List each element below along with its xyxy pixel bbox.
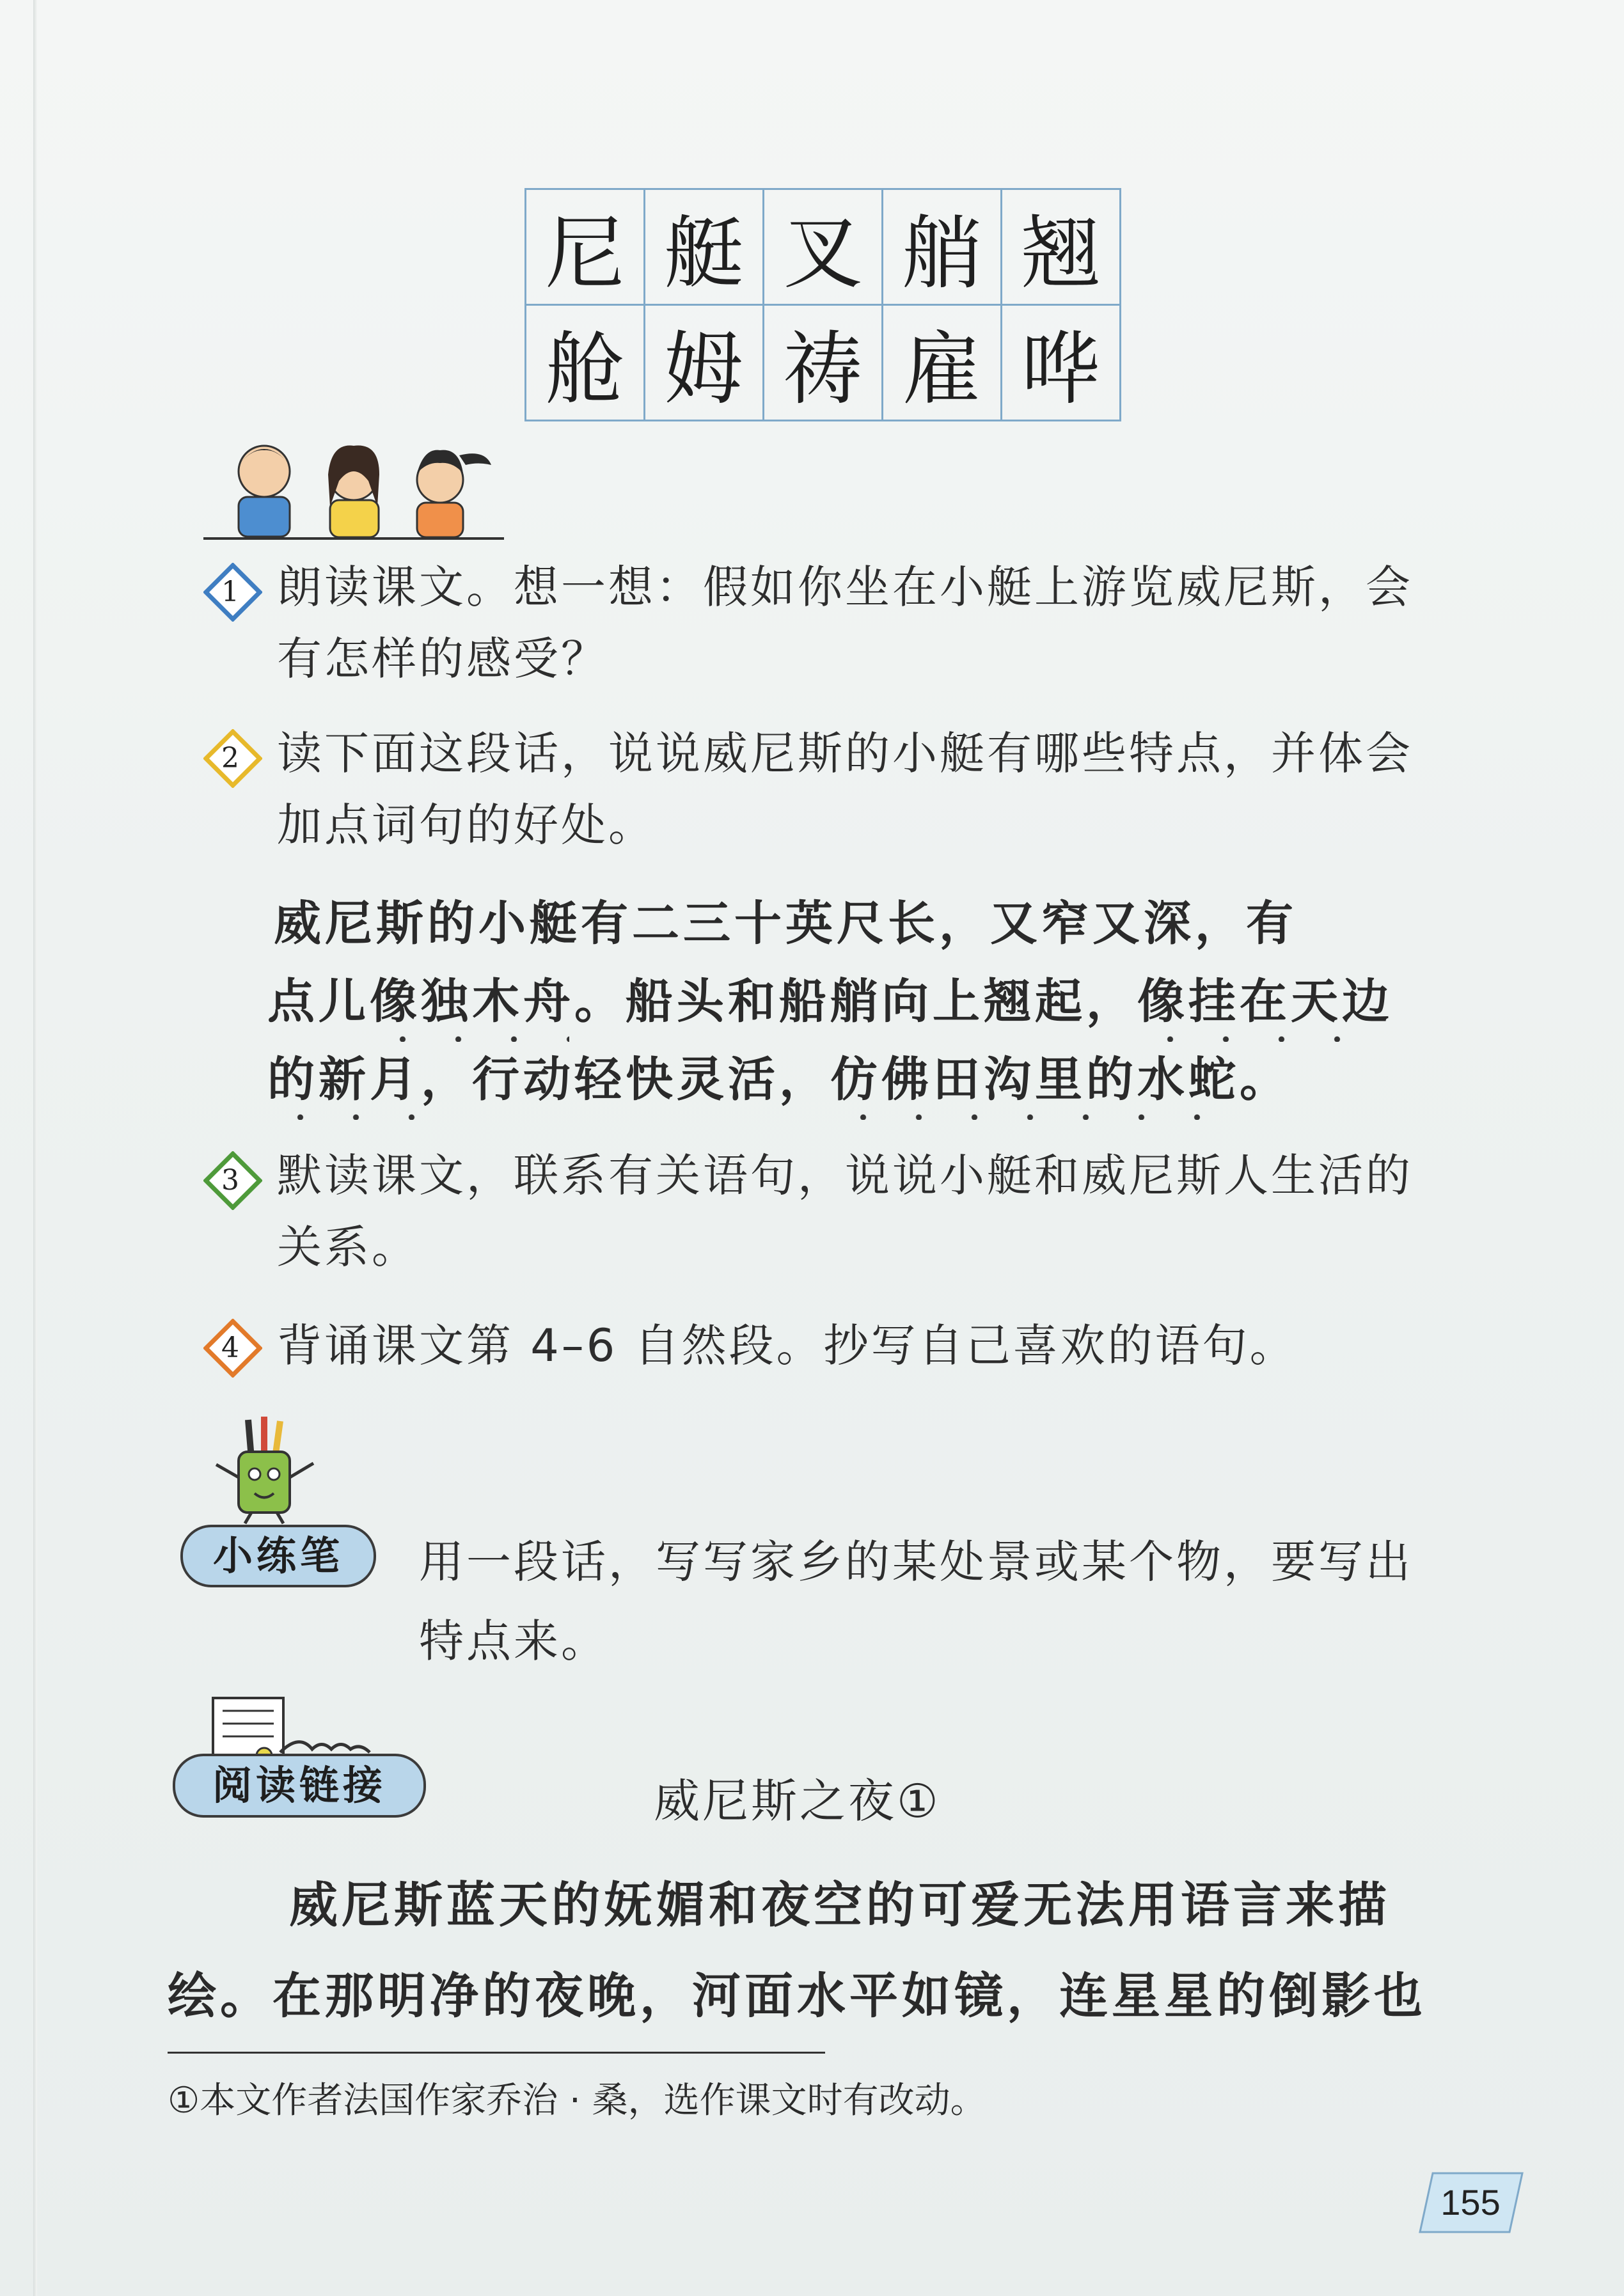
reading-passage bbox=[267, 885, 1393, 1119]
page-edge bbox=[33, 0, 37, 2296]
passage-line bbox=[267, 1041, 1393, 1119]
passage-text: 点儿 bbox=[267, 974, 370, 1029]
practice-line: 特点来。 bbox=[419, 1615, 608, 1667]
page-number: 155 bbox=[1440, 2182, 1501, 2222]
question-number: 1 bbox=[221, 576, 239, 608]
question-line: 朗读课文。想一想：假如你坐在小艇上游览威尼斯，会 bbox=[277, 561, 1413, 613]
girl-figure bbox=[328, 446, 379, 537]
practice-badge: 小练笔 bbox=[180, 1525, 376, 1587]
question-text bbox=[277, 718, 1413, 861]
page-number-badge bbox=[1414, 2168, 1527, 2237]
question-line: 关系。 bbox=[277, 1221, 419, 1273]
kids-illustration bbox=[203, 436, 504, 545]
grid-char: 哗 bbox=[1002, 305, 1121, 421]
grid-char: 艇 bbox=[645, 189, 764, 305]
question-line: 默读课文，联系有关语句，说说小艇和威尼斯人生活的 bbox=[277, 1149, 1413, 1202]
boy-figure bbox=[239, 446, 290, 537]
question-text bbox=[277, 1140, 1413, 1283]
grid-char: 雇 bbox=[883, 305, 1002, 421]
grid-char: 艄 bbox=[883, 189, 1002, 305]
number-marker-icon bbox=[203, 563, 262, 622]
grid-char: 尼 bbox=[526, 189, 645, 305]
grid-row bbox=[526, 305, 1121, 421]
question-number: 2 bbox=[221, 742, 239, 775]
question-number: 3 bbox=[221, 1164, 239, 1197]
reading-line: 绘。在那明净的夜晚，河面水平如镜，连星星的倒影也 bbox=[168, 1967, 1426, 2024]
reading-body bbox=[168, 1860, 1426, 2041]
practice-line: 用一段话，写写家乡的某处景或某个物，要写出 bbox=[419, 1536, 1413, 1588]
grid-char: 翘 bbox=[1002, 189, 1121, 305]
passage-line bbox=[267, 963, 1393, 1041]
dotted-phrase: 的新月 bbox=[267, 1041, 421, 1119]
footnote-rule bbox=[168, 2052, 825, 2054]
question-line: 有怎样的感受？ bbox=[277, 633, 608, 685]
character-grid bbox=[524, 188, 1121, 421]
reading-title: 威尼斯之夜① bbox=[654, 1774, 941, 1828]
reading-link-badge: 阅读链接 bbox=[173, 1754, 426, 1818]
number-marker-icon bbox=[203, 729, 262, 788]
reading-line: 威尼斯蓝天的妩媚和夜空的可爱无法用语言来描 bbox=[289, 1876, 1391, 1933]
question-text bbox=[277, 551, 1413, 695]
dotted-phrase: 仿佛田沟里的水蛇 bbox=[830, 1041, 1240, 1119]
dotted-phrase: 像挂在天边 bbox=[1137, 963, 1393, 1041]
question-line: 读下面这段话，说说威尼斯的小艇有哪些特点，并体会 bbox=[277, 727, 1413, 780]
practice-text bbox=[419, 1522, 1413, 1681]
footnote: ①本文作者法国作家乔治 · 桑，选作课文时有改动。 bbox=[168, 2080, 986, 2121]
passage-line: 威尼斯的小艇有二三十英尺长，又窄又深，有 bbox=[274, 896, 1297, 951]
dotted-phrase: 像独木舟 bbox=[370, 963, 574, 1041]
number-marker-icon bbox=[203, 1151, 262, 1210]
grid-char: 祷 bbox=[764, 305, 883, 421]
passage-text: ，行动轻快灵活， bbox=[421, 1052, 830, 1107]
grid-row bbox=[526, 189, 1121, 305]
grid-char: 叉 bbox=[764, 189, 883, 305]
question-line: 加点词句的好处。 bbox=[277, 799, 656, 851]
question-line: 背诵课文第 4–6 自然段。抄写自己喜欢的语句。 bbox=[277, 1319, 1297, 1372]
grid-char: 舱 bbox=[526, 305, 645, 421]
question-text bbox=[277, 1310, 1297, 1381]
girl-figure bbox=[417, 450, 491, 537]
passage-text: 。 bbox=[1240, 1052, 1291, 1107]
passage-text: 。船头和船艄向上翘起， bbox=[574, 974, 1137, 1029]
question-number: 4 bbox=[221, 1332, 239, 1364]
pencil-cup-mascot-icon bbox=[203, 1413, 331, 1525]
grid-char: 姆 bbox=[645, 305, 764, 421]
number-marker-icon bbox=[203, 1319, 262, 1378]
